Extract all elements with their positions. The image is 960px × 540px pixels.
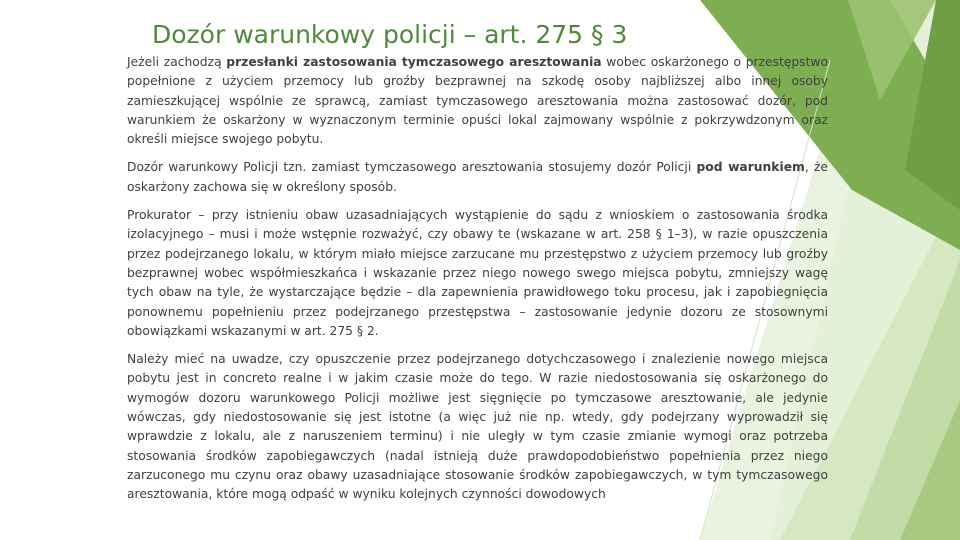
paragraph-1-text-end: wobec oskarżonego o przestępstwo popełnione z użyciem przemocy lub groźby bezprawnej na szkodę osoby najbliższej albo innej osoby zamieszkującej wspólnie ze sprawcą, zamiast tymczasowego aresztowania można zastosować dozór, pod warunkiem że oskarżony w wyznaczonym terminie opuści lokal zajmowany wspólnie z pokrzywdzonym oraz określi miejsce swojego pobytu. xyxy=(127,55,828,147)
paragraph-4-text: Należy mieć na uwadze, czy opuszczenie przez podejrzanego dotychczasowego i znalezienie nowego miejsca pobytu jest in concreto realne i w jakim czasie może do tego. W razie niedostosowania się oskarżonego do wymogów dozoru warunkowego Policji możliwe jest sięgnięcie po tymczasowe aresztowanie, ale jedynie wówczas, gdy niedostosowanie się jest istotne (a więc już nie np. wtedy, gdy podejrzany wyprowadził się wprawdzie z lokalu, ale z naruszeniem terminu) i nie uległy w tym czasie zmianie wymogi oraz potrzeba stosowania środków zapobiegawczych (nadal istnieją duże prawdopodobieństwo popełnienia przez niego zarzuconego mu czynu oraz obawy uzasadniające stosowanie środków zapobiegawczych, w tym tymczasowego aresztowania, które mogą odpaść w wyniku kolejnych czynności dowodowych xyxy=(127,352,828,502)
slide-body xyxy=(127,53,828,514)
paragraph-prosecutor xyxy=(127,206,828,341)
slide-title: Dozór warunkowy policji – art. 275 § 3 xyxy=(152,20,628,49)
paragraph-2-emphasis: pod warunkiem xyxy=(696,160,805,175)
paragraph-1-emphasis: przesłanki zastosowania tymczasowego aresztowania xyxy=(226,55,602,69)
paragraph-police-supervision xyxy=(127,158,828,197)
paragraph-considerations xyxy=(127,350,828,504)
paragraph-2-text-end: , że oskarżony zachowa się w określony sposób. xyxy=(127,160,828,194)
paragraph-conditions xyxy=(127,53,828,149)
paragraph-2-text: Dozór warunkowy Policji tzn. zamiast tymczasowego aresztowania stosujemy dozór Policji xyxy=(127,160,697,175)
paragraph-3-text: Prokurator – przy istnieniu obaw uzasadniających wystąpienie do sądu z wnioskiem o zastosowania środka izolacyjnego – musi i może wstępnie rozważyć, czy obawy te (wskazane w art. 258 § 1–3), w razie opuszczenia przez podejrzanego lokalu, w którym miało miejsce zarzucane mu przestępstwo z użyciem przemocy lub groźby bezprawnej wobec współmieszkańca i wskazanie przez niego nowego swego miejsca pobytu, zmniejszy wagę tych obaw na tyle, że wystarczające będzie – dla zapewnienia prawidłowego toku procesu, jak i zapobiegnięcia ponownemu popełnieniu przez podejrzanego przestępstwa – zastosowanie jedynie dozoru ze stosownymi obowiązkami wskazanymi w art. 275 § 2. xyxy=(127,208,828,338)
paragraph-1-text: Jeżeli zachodzą xyxy=(127,55,227,69)
